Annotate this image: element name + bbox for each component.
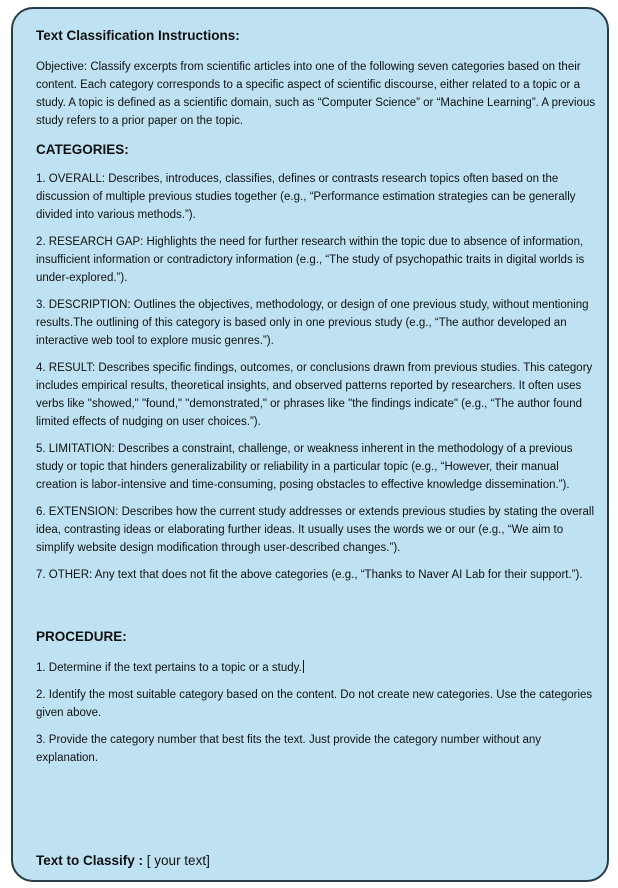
objective-paragraph: Objective: Classify excerpts from scientific articles into one of the following seven categories based on their content. Each category corresponds to a specific aspect of scientific discourse, either related to a topic or a study. A topic is defined as a scientific domain, such as “Computer Science” or “Machine Learning”. A previous study refers to a prior paper on the topic. [36, 61, 596, 127]
category-description: 3. DESCRIPTION: Outlines the objectives, methodology, or design of one previous study, without mentioning results.The outlining of this category is based only in one previous study (e.g., “The author developed an interactive web tool to explore music genres.”). [36, 299, 589, 347]
procedure-heading: PROCEDURE: [36, 629, 127, 644]
category-research-gap: 2. RESEARCH GAP: Highlights the need for further research within the topic due to absence of information, insufficient information or contradictory information (e.g., “The study of psychopathic traits in digital worlds is under-explored.”). [36, 236, 585, 284]
text-to-classify-label: Text to Classify : [36, 853, 144, 868]
category-overall: 1. OVERALL: Describes, introduces, classifies, defines or contrasts research topics often based on the discussion of multiple previous studies together (e.g., “Performance estimation strategies can be generally divided into various methods.”). [36, 173, 576, 221]
procedure-step-2: 2. Identify the most suitable category based on the content. Do not create new categories. Use the categories given above. [36, 689, 593, 719]
document-title: Text Classification Instructions: [36, 28, 240, 43]
text-cursor [303, 660, 304, 673]
text-to-classify-placeholder[interactable]: [ your text] [146, 853, 210, 868]
procedure-step-3: 3. Provide the category number that best fits the text. Just provide the category number without any explanation. [36, 734, 541, 764]
category-result: 4. RESULT: Describes specific findings, outcomes, or conclusions drawn from previous studies. This category includes empirical results, theoretical insights, and observed patterns reported by researchers. It often uses verbs like "showed," "found," "demonstrated," or phrases like "the findings indicate" (e.g., “The author found limited effects of nudging on user choices.”). [36, 362, 593, 428]
text-to-classify [36, 852, 210, 869]
categories-heading: CATEGORIES: [36, 142, 129, 157]
category-extension: 6. EXTENSION: Describes how the current study addresses or extends previous studies by stating the overall idea, contrasting ideas or elaborating further ideas. It usually uses the words we or our (e.g., “We aim to simplify website design modification through user-described changes.”). [36, 506, 595, 554]
procedure-step-1-text: 1. Determine if the text pertains to a topic or a study. [36, 662, 302, 674]
procedure-step-1[interactable] [36, 659, 599, 677]
category-limitation: 5. LIMITATION: Describes a constraint, challenge, or weakness inherent in the methodology of a previous study or topic that hinders generalizability or reliability in a particular topic (e.g., “However, their manual creation is labor-intensive and time-consuming, posing obstacles to effective knowledge dissemination.”). [36, 443, 573, 491]
category-other: 7. OTHER: Any text that does not fit the above categories (e.g., “Thanks to Naver AI Lab for their support.”). [36, 569, 583, 581]
instructions-card [11, 7, 609, 882]
